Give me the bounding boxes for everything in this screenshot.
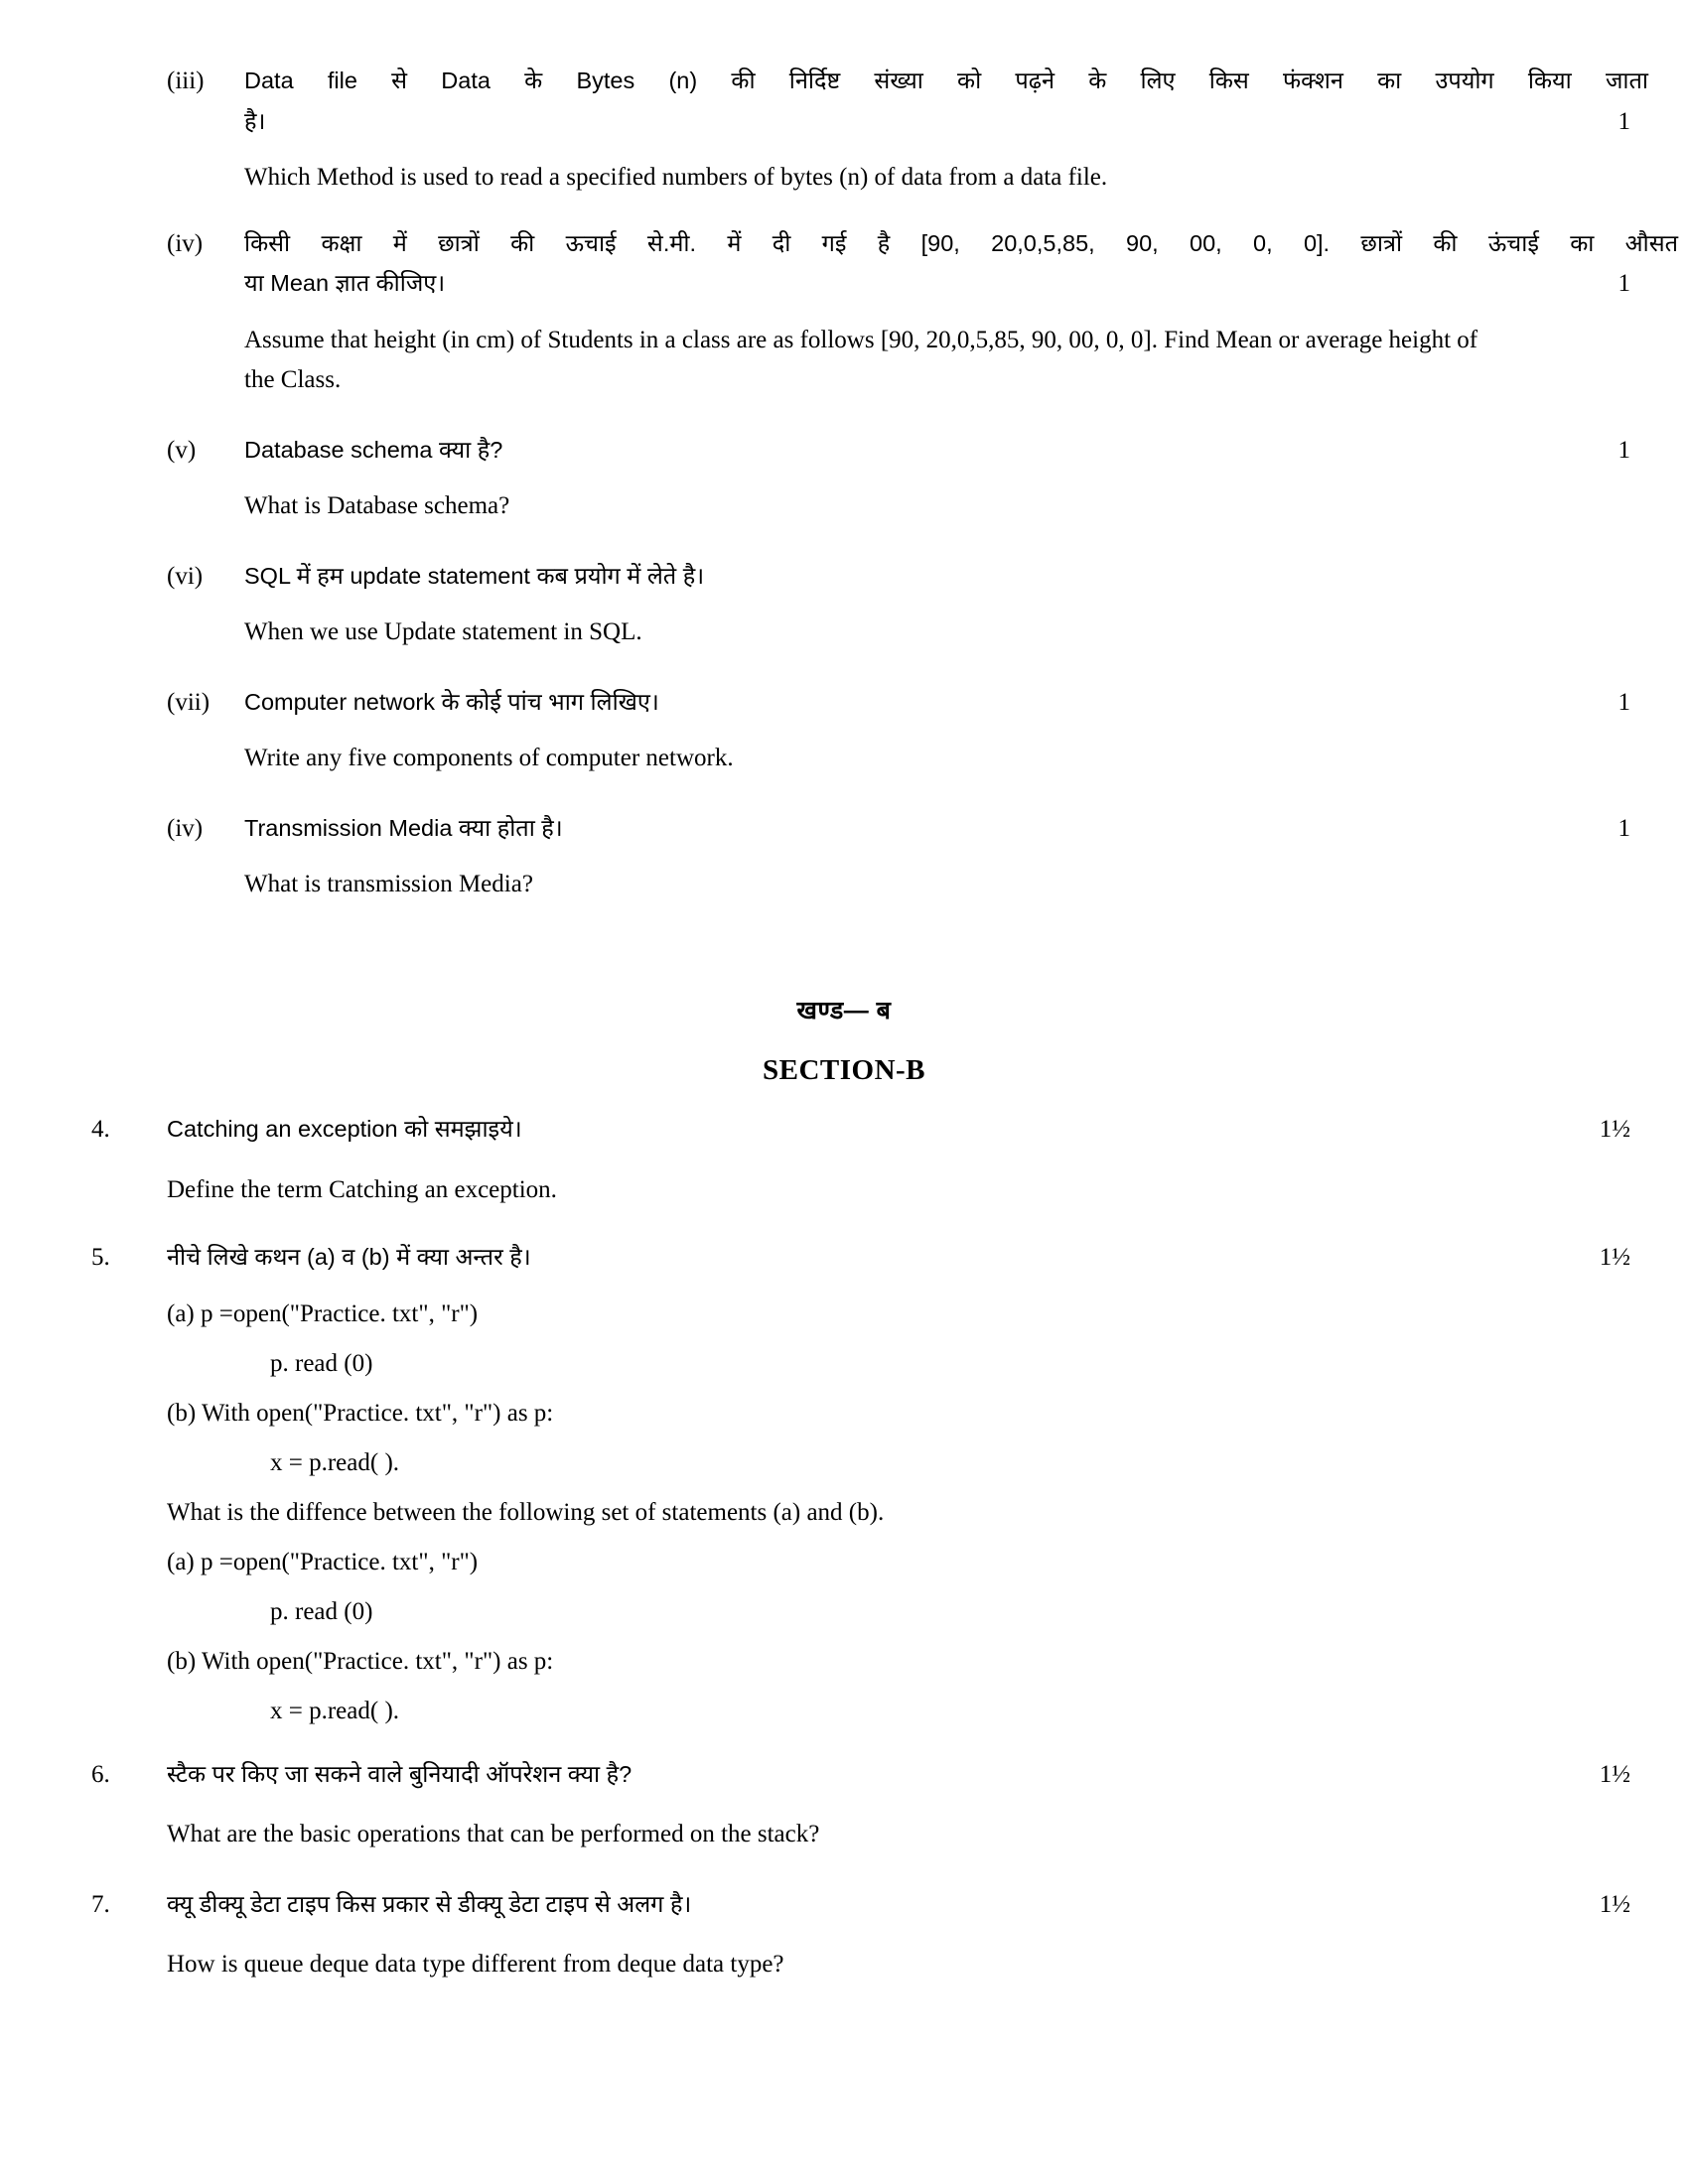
- section-b-questions: [0, 1110, 1688, 2007]
- code-line-a1: (a) p =open("Practice. txt", "r"): [167, 1299, 479, 1327]
- question-english-text: What is the diffence between the following set of statements (a) and (b).: [167, 1498, 885, 1526]
- question-hindi-text: क्यू डीक्यू डेटा टाइप किस प्रकार से डीक्यू डेटा टाइप से अलग है।: [167, 1890, 692, 1917]
- section-heading-hindi: खण्ड— ब: [796, 997, 892, 1024]
- item-english-text: Which Method is used to read a specified numbers of bytes (n) of data from a data file.: [244, 164, 1108, 191]
- question-item-v: [0, 431, 1688, 527]
- item-english-text: Assume that height (in cm) of Students in a class are as follows [90, 20,0,5,85, 90, 00, 0, 0]. Find Mean or average height of the Class.: [244, 326, 1478, 393]
- question-number: 7.: [91, 1890, 110, 1918]
- item-roman-label: (iv): [167, 229, 204, 257]
- question-6: [0, 1755, 1688, 1855]
- code-line-b1: (b) With open("Practice. txt", "r") as p:: [167, 1399, 554, 1427]
- question-item-vi: [0, 557, 1688, 653]
- item-roman-label-spacer: [167, 264, 244, 305]
- question-english-text: What are the basic operations that can be performed on the stack?: [167, 1821, 820, 1847]
- item-hindi-text-line2: या Mean ज्ञात कीजिए।: [244, 270, 446, 296]
- question-hindi-text: स्टैक पर किए जा सकने वाले बुनियादी ऑपरेशन क्या है?: [167, 1760, 633, 1787]
- code-line-a2: p. read (0): [270, 1349, 373, 1377]
- question-4: [0, 1110, 1688, 1210]
- question-english-text: Define the term Catching an exception.: [167, 1175, 557, 1203]
- code-line-b2-repeat: x = p.read( ).: [270, 1697, 400, 1724]
- item-marks: 1: [1618, 814, 1630, 842]
- item-roman-label: (v): [167, 436, 197, 464]
- item-english-text: Write any five components of computer network.: [244, 745, 734, 771]
- question-marks: 1½: [1599, 1116, 1630, 1143]
- item-hindi-text: Computer network के कोई पांच भाग लिखिए।: [244, 688, 659, 715]
- code-line-a2-repeat: p. read (0): [270, 1597, 373, 1625]
- question-marks: 1½: [1599, 1890, 1630, 1918]
- question-marks: 1½: [1599, 1760, 1630, 1788]
- part-a-subitems: [0, 62, 1688, 923]
- item-english-text: When we use Update statement in SQL.: [244, 618, 642, 645]
- question-item-iii: [0, 62, 1688, 199]
- question-item-vii: [0, 683, 1688, 779]
- item-hindi-text-line2: है।: [244, 107, 266, 134]
- code-line-a1-repeat: (a) p =open("Practice. txt", "r"): [167, 1548, 479, 1575]
- item-roman-label: (vi): [167, 562, 204, 590]
- item-marks: 1: [1618, 688, 1630, 716]
- question-number: 6.: [91, 1760, 110, 1788]
- question-number: 4.: [91, 1116, 110, 1143]
- question-7: [0, 1885, 1688, 1985]
- code-line-b1-repeat: (b) With open("Practice. txt", "r") as p:: [167, 1647, 554, 1675]
- item-hindi-text: Data file से Data के Bytes (n) की निर्दिष्ट संख्या को पढ़ने के लिए किस फंक्शन का उपयोग किया जाता: [244, 68, 1648, 93]
- question-hindi-text: Catching an exception को समझाइये।: [167, 1116, 522, 1142]
- question-english-text: How is queue deque data type different from deque data type?: [167, 1951, 784, 1978]
- question-item-iv-mean: [0, 224, 1688, 401]
- item-marks: 1: [1618, 270, 1630, 297]
- item-hindi-text: किसी कक्षा में छात्रों की ऊचाई से.मी. में दी गई है [90, 20,0,5,85, 90, 00, 0, 0]. छात्रों की ऊंचाई का औसत: [244, 229, 1678, 256]
- item-roman-label: (iii): [167, 68, 205, 94]
- item-marks: 1: [1618, 436, 1630, 464]
- item-english-text: What is Database schema?: [244, 492, 510, 519]
- item-marks: 1: [1618, 107, 1630, 135]
- question-item-iv-transmission: [0, 809, 1688, 905]
- code-line-b2: x = p.read( ).: [270, 1448, 400, 1476]
- item-hindi-text: Transmission Media क्या होता है।: [244, 814, 563, 841]
- item-hindi-text: SQL में हम update statement कब प्रयोग में लेते है।: [244, 562, 705, 589]
- item-hindi-text: Database schema क्या है?: [244, 436, 503, 463]
- item-roman-label-spacer: [167, 102, 244, 143]
- section-heading-english: SECTION-B: [762, 1054, 926, 1086]
- question-hindi-text: नीचे लिखे कथन (a) व (b) में क्या अन्तर है।: [167, 1244, 531, 1270]
- item-roman-label: (vii): [167, 688, 211, 716]
- section-heading-block: [0, 993, 1688, 1087]
- question-5: [0, 1238, 1688, 1725]
- item-english-text: What is transmission Media?: [244, 871, 533, 897]
- question-marks: 1½: [1599, 1244, 1630, 1271]
- item-roman-label: (iv): [167, 814, 204, 842]
- question-number: 5.: [91, 1244, 110, 1271]
